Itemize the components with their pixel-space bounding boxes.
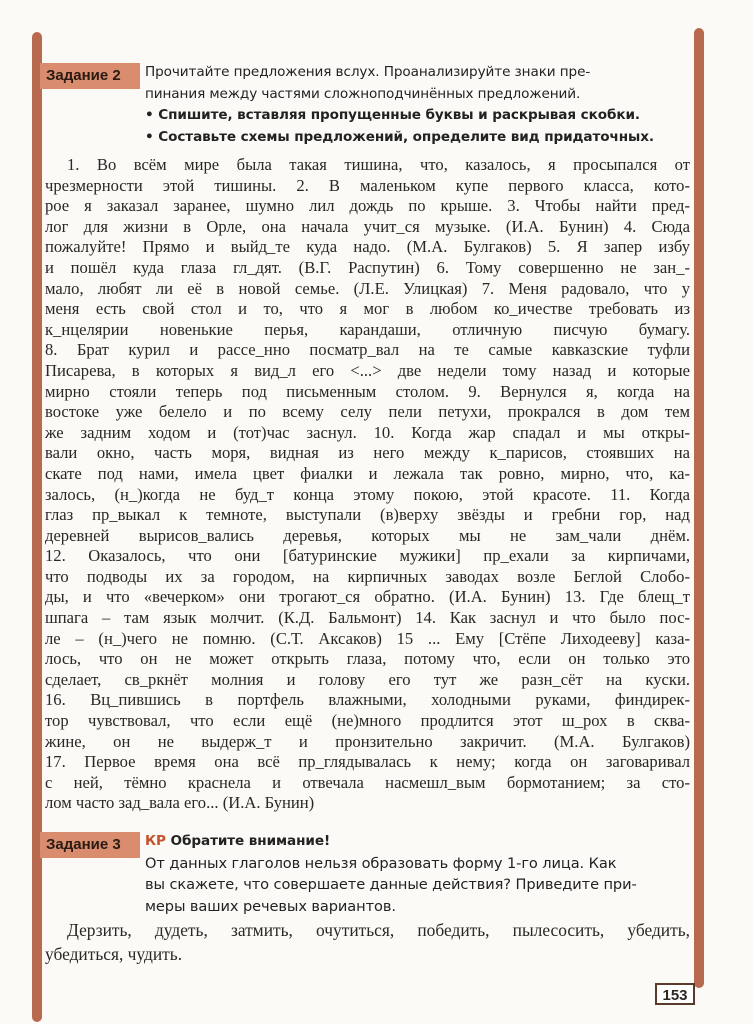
text-line: с ней, тёмно краснела и отвечала насмешл_вым бормотанием; за сто- [45,772,690,792]
text-line: вали окно, часть моря, видная из него между к_парисов, стоявших на [45,443,690,463]
task-2-sentences [45,155,690,814]
text-line: лом часто зад_вала его... (И.А. Бунин) [45,793,315,813]
text-line: к_нцелярии новенькие перья, карандаши, отличную писчую бумагу. [45,319,690,339]
text-line: 1. Во всём мире была такая тишина, что, казалось, я просыпался от [67,155,690,174]
text-line: 16. Вц_пившись в портфель влажными, холодными руками, финдирек- [45,690,690,710]
text-line: и пошёл куда глаза гл_дят. (В.Г. Распутин) 6. Тому совершенно не зан_- [45,257,690,277]
text-line: убедиться, чудить. [45,944,183,964]
text-line: лог для жизни в Орле, она начала учит_ся музыке. (И.А. Бунин) 4. Сюда [45,216,690,236]
text-line: скате под нами, имела цвет фиалки и лежала так ровно, мирно, что, ка- [45,463,690,483]
text-line: чрезмерности этой тишины. 2. В маленьком купе первого класса, кото- [45,175,690,195]
task-2-instructions [145,62,690,148]
right-border-bar [694,28,704,988]
task-3-heading: Обратите внимание! [170,833,331,849]
text-line: деревней вырисов_вались деревья, которых мы не зам_чали днём. [45,525,690,545]
text-line: мало, любят ли её в новой семье. (Л.Е. Улицкая) 7. Меня радовало, что у [45,278,690,298]
text-line: глаз пр_выкал к темноте, выступали (в)верху звёзды и гребни гор, над [45,505,690,525]
text-line: востоке уже белело и по всему селу пели петухи, прокрался в дом тем [45,402,690,422]
instruction-line: От данных глаголов нельзя образовать форму 1-го лица. Как [145,854,617,872]
task-2-label: Задание 2 [40,63,140,89]
text-line: меня есть свой стол и то, что я мог в любом ко_ичестве требовать из [45,299,690,319]
page-number: 153 [655,983,695,1005]
text-line: сделает, св_ркнёт молния и голову его тут же разн_сёт на куски. [45,669,690,689]
text-line: жине, он не выдерж_т и пронзительно закричит. (М.А. Булгаков) [45,731,690,751]
text-line: рое я заказал заранее, шумно лил дождь по крыше. 3. Чтобы найти пред- [45,196,690,216]
instruction-line: пинания между частями сложноподчинённых предложений. [145,85,581,102]
instruction-bullet: • Составьте схемы предложений, определите вид придаточных. [145,128,654,145]
instruction-line: вы скажете, что совершаете данные действия? Приведите при- [145,876,637,893]
text-line: ле – (н_)чего не помню. (С.Т. Аксаков) 15 ... Ему [Стёпе Лиходееву] каза- [45,628,690,648]
text-line: 17. Первое время она всё пр_глядывалась к нему; когда он заговаривал [45,752,690,772]
task-3-verbs [45,918,690,966]
text-line: залось, (н_)когда не буд_т конца этому покою, этой красоте. 11. Когда [45,484,690,504]
text-line: Писарева, в которых я вид_л его <...> две недели тому назад и которые [45,360,690,380]
text-line: шпага – там язык молчит. (К.Д. Бальмонт) 14. Как заснул и что было пос- [45,608,690,628]
text-line: 8. Брат курил и рассе_нно посматр_вал на те самые кавказские туфли [45,340,690,360]
task-3-instructions [145,831,690,917]
text-line: 12. Оказалось, что они [батуринские мужики] пр_ехали за кирпичами, [45,546,690,566]
task-3-label: Задание 3 [40,832,140,858]
text-line: ды, и что «вечерком» они трогают_ся обратно. (И.А. Бунин) 13. Где блещ_т [45,587,690,607]
left-border-bar [32,32,42,1022]
text-line: же задним ходом и (тот)час заснул. 10. Когда жар спадал и мы откры- [45,422,690,442]
text-line: тор чувствовал, что если ещё (не)много продлится этот ш_рох в сква- [45,711,690,731]
instruction-line: меры ваших речевых вариантов. [145,897,396,915]
text-line: пожалуйте! Прямо и выйд_те куда надо. (М.А. Булгаков) 5. Я запер избу [45,237,690,257]
instruction-line: Прочитайте предложения вслух. Проанализируйте знаки пре- [145,64,591,80]
kr-badge: КР [145,833,166,849]
text-line: мирно стояли теперь под письменным столом. 9. Вернулся я, когда на [45,381,690,401]
text-line: что подводы их за городом, на кирпичных заводах возле Беглой Слобо- [45,566,690,586]
text-line: Дерзить, дудеть, затмить, очутиться, победить, пылесосить, убедить, [67,920,690,940]
text-line: лось, что он не может открыть глаза, потому что, если он только это [45,649,690,669]
instruction-bullet: • Спишите, вставляя пропущенные буквы и раскрывая скобки. [145,107,640,123]
